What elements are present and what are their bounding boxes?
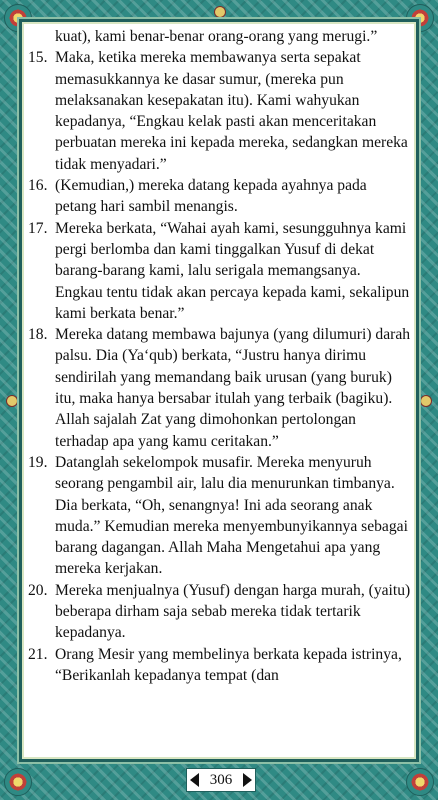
side-ornament (214, 6, 226, 18)
verse-text: Maka, ketika mereka membawanya serta sepakat memasukkannya ke dasar sumur, (mereka pun melaksanakan kesepakatan itu). Kami wahyukan kepadanya, “Engkau kelak pasti akan menceritakan perbuatan mereka ini kepada mereka, sedangkan mereka tidak menyadari.” (55, 49, 408, 173)
verse-item (28, 175, 412, 218)
page-content (28, 26, 412, 756)
page-navigator (186, 768, 256, 792)
verse-item (28, 47, 412, 175)
verse-text: Mereka berkata, “Wahai ayah kami, sesungguhnya kami pergi berlomba dan kami tinggalkan Yusuf di dekat barang-barang kami, lalu serigala memangsanya. Engkau tentu tidak akan percaya kepada kami, sekalipun kami berkata benar.” (55, 219, 410, 322)
verse-item (28, 580, 412, 644)
verse-text: Orang Mesir yang membelinya berkata kepada istrinya, “Berikanlah kepadanya tempat (dan (55, 645, 402, 684)
page-number: 306 (209, 771, 233, 788)
corner-ornament (406, 768, 434, 796)
verse-text: (Kemudian,) mereka datang kepada ayahnya pada petang hari sambil menangis. (55, 177, 367, 216)
verse-item (28, 324, 412, 452)
side-ornament (420, 395, 432, 407)
verse-text: Mereka datang membawa bajunya (yang dilumuri) darah palsu. Dia (Ya‘qub) berkata, “Justru hanya dirimu sendirilah yang memandang baik urusan (yang buruk) itu, maka hanya bersabar itulah yang terbaik (bagiku). Allah sajalah Zat yang dimohonkan pertolongan terhadap apa yang kamu ceritakan.” (55, 326, 411, 450)
verse-number: 15. (28, 49, 48, 67)
verse-item (28, 644, 412, 687)
verse-number: 16. (28, 177, 48, 195)
verse-number: 20. (28, 581, 48, 599)
verse-number: 17. (28, 219, 48, 237)
verse-text: Datanglah sekelompok musafir. Mereka menyuruh seorang pengambil air, lalu dia menurunkan timbanya. Dia berkata, “Oh, senangnya! Ini ada seorang anak muda.” Kemudian mereka menyembunyikannya sebagai barang dagangan. Allah Maha Mengetahui apa yang mereka kerjakan. (55, 453, 408, 578)
continued-text: kuat), kami benar-benar orang-orang yang merugi.” (55, 28, 378, 45)
side-ornament (6, 395, 18, 407)
verse-item (28, 218, 412, 324)
verse-number: 19. (28, 453, 48, 471)
corner-ornament (4, 768, 32, 796)
verse-text: Mereka menjualnya (Yusuf) dengan harga murah, (yaitu) beberapa dirham saja sebab mereka tidak tertarik kepadanya. (55, 581, 411, 642)
triangle-left-icon[interactable] (190, 773, 199, 787)
triangle-right-icon[interactable] (243, 773, 252, 787)
verse-item (28, 452, 412, 580)
verse-number: 21. (28, 645, 48, 663)
verse-number: 18. (28, 326, 48, 344)
